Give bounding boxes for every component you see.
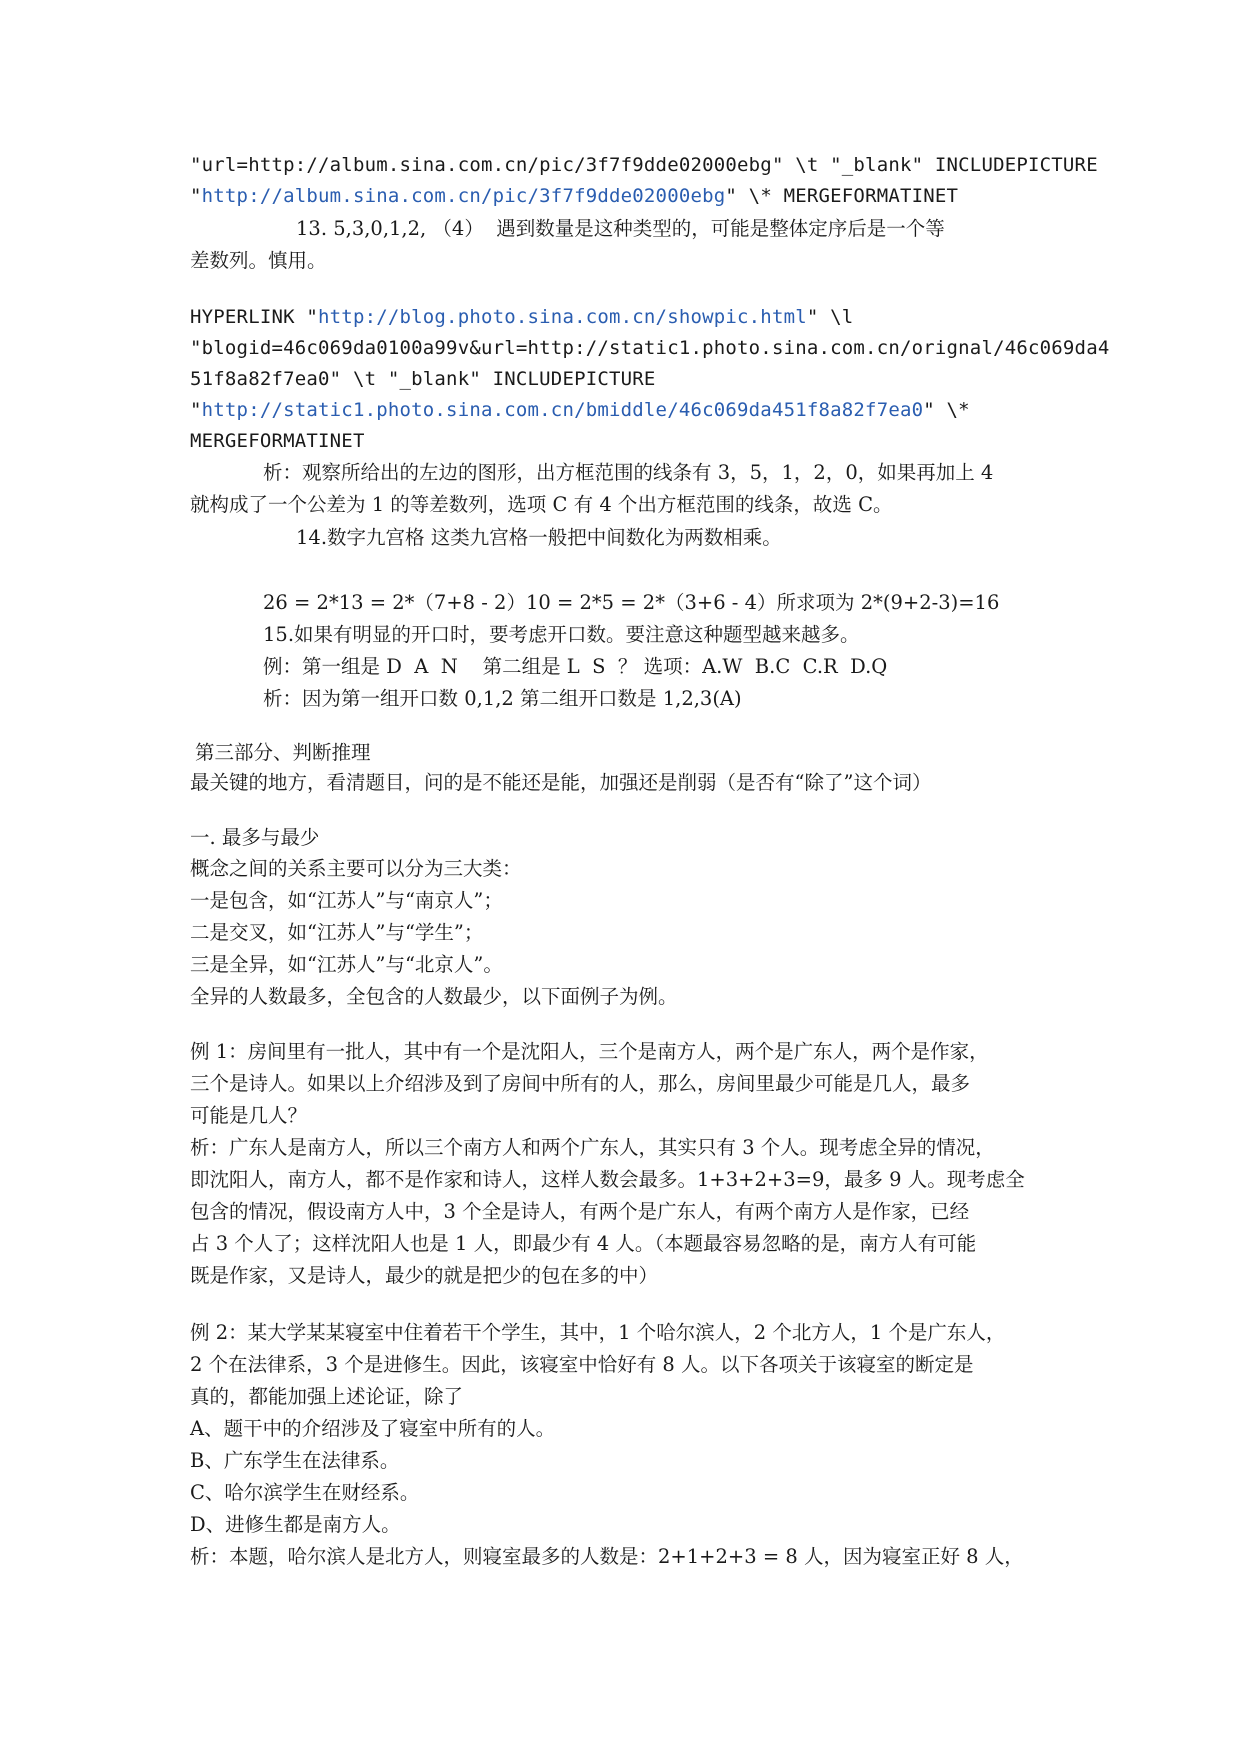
example-1-analysis: 即沈阳人，南方人，都不是作家和诗人，这样人数会最多。1+3+2+3=9，最多 9 人。现考虑全: [190, 1168, 1025, 1191]
item-15-analysis: 析：因为第一组开口数 0,1,2 第二组开口数是 1,2,3(A): [263, 687, 742, 710]
item-14-formula: 26 = 2*13 = 2*（7+8 - 2）10 = 2*5 = 2*（3+6 - 4）所求项为 2*(9+2-3)=16: [263, 591, 1000, 614]
example-2-option-d: D、进修生都是南方人。: [190, 1513, 401, 1536]
example-1-line: 三个是诗人。如果以上介绍涉及到了房间中所有的人，那么，房间里最少可能是几人，最多: [190, 1072, 971, 1095]
example-2-line: 2 个在法律系，3 个是进修生。因此，该寝室中恰好有 8 人。以下各项关于该寝室的断定是: [190, 1353, 974, 1376]
section-1-line: 二是交叉，如“江苏人”与“学生”；: [190, 921, 484, 944]
analysis-13-line: 析：观察所给出的左边的图形，出方框范围的线条有 3，5，1，2，0，如果再加上 4: [263, 461, 994, 484]
item-15-example: 例：第一组是 D A N 第二组是 L S ？ 选项：A.W B.C C.R D.Q: [263, 655, 888, 678]
item-13-line: 差数列。慎用。: [190, 249, 327, 272]
section-1-line: 全异的人数最多，全包含的人数最少，以下面例子为例。: [190, 985, 678, 1008]
example-2-line: 真的，都能加强上述论证，除了: [190, 1385, 464, 1408]
album-link[interactable]: http://album.sina.com.cn/pic/3f7f9dde02000ebg: [201, 185, 726, 207]
example-1-line: 可能是几人？: [190, 1104, 308, 1127]
part-3-intro: 最关键的地方，看清题目，问的是不能还是能，加强还是削弱（是否有“除了”这个词）: [190, 771, 932, 794]
analysis-13-line: 就构成了一个公差为 1 的等差数列，选项 C 有 4 个出方框范围的线条，故选 C。: [190, 493, 893, 516]
section-1-line: 三是全异，如“江苏人”与“北京人”。: [190, 953, 503, 976]
example-2-option-c: C、哈尔滨学生在财经系。: [190, 1481, 420, 1504]
showpic-link[interactable]: http://blog.photo.sina.com.cn/showpic.html: [318, 306, 807, 328]
section-1-line: 一是包含，如“江苏人”与“南京人”；: [190, 889, 503, 912]
field-code-line: "blogid=46c069da0100a99v&url=http://static1.photo.sina.com.cn/orignal/46c069da4: [190, 337, 1110, 359]
item-14-title: 14.数字九宫格 这类九宫格一般把中间数化为两数相乘。: [296, 526, 782, 549]
item-15-title: 15.如果有明显的开口时，要考虑开口数。要注意这种题型越来越多。: [263, 623, 860, 646]
item-13-line: 13. 5,3,0,1,2, （4） 遇到数量是这种类型的，可能是整体定序后是一个等: [296, 217, 945, 240]
field-code-line: "http://album.sina.com.cn/pic/3f7f9dde02000ebg" \* MERGEFORMATINET: [190, 185, 959, 207]
example-2-line: 例 2：某大学某某寝室中住着若干个学生，其中，1 个哈尔滨人，2 个北方人，1 个是广东人，: [190, 1321, 1006, 1344]
example-1-analysis: 既是作家，又是诗人，最少的就是把少的包在多的中）: [190, 1264, 659, 1287]
example-2-option-b: B、广东学生在法律系。: [190, 1449, 400, 1472]
example-1-analysis: 析：广东人是南方人，所以三个南方人和两个广东人，其实只有 3 个人。现考虑全异的情况，: [190, 1136, 995, 1159]
field-code-line: "http://static1.photo.sina.com.cn/bmiddle/46c069da451f8a82f7ea0" \*: [190, 399, 970, 421]
bmiddle-link[interactable]: http://static1.photo.sina.com.cn/bmiddle/46c069da451f8a82f7ea0: [201, 399, 924, 421]
field-code-line: HYPERLINK "http://blog.photo.sina.com.cn/showpic.html" \l: [190, 306, 854, 328]
field-code-line: 51f8a82f7ea0" \t "_blank" INCLUDEPICTURE: [190, 368, 656, 390]
example-1-analysis: 包含的情况，假设南方人中，3 个全是诗人，有两个是广东人，有两个南方人是作家，已经: [190, 1200, 970, 1223]
section-1-line: 概念之间的关系主要可以分为三大类：: [190, 857, 522, 880]
example-1-analysis: 占 3 个人了；这样沈阳人也是 1 人，即最少有 4 人。（本题最容易忽略的是，南方人有可能: [190, 1232, 977, 1255]
example-2-analysis: 析：本题，哈尔滨人是北方人，则寝室最多的人数是：2+1+2+3 = 8 人，因为寝室正好 8 人，: [190, 1545, 1024, 1568]
example-2-option-a: A、题干中的介绍涉及了寝室中所有的人。: [190, 1417, 556, 1440]
section-1-heading: 一. 最多与最少: [190, 826, 320, 849]
field-code-line: MERGEFORMATINET: [190, 430, 365, 452]
field-code-line: "url=http://album.sina.com.cn/pic/3f7f9dde02000ebg" \t "_blank" INCLUDEPICTURE: [190, 154, 1098, 176]
example-1-line: 例 1：房间里有一批人，其中有一个是沈阳人，三个是南方人，两个是广东人，两个是作家，: [190, 1040, 989, 1063]
part-3-heading: 第三部分、判断推理: [195, 741, 371, 764]
